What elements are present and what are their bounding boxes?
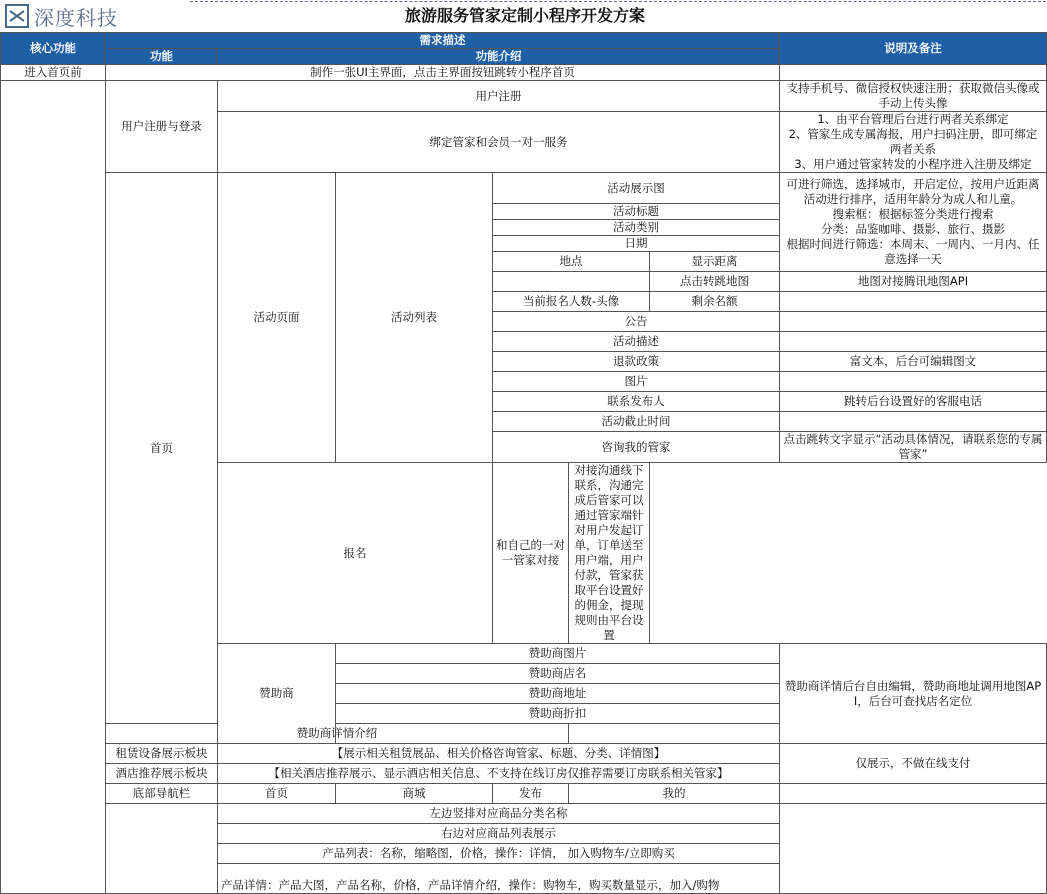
cell-login: 用户注册与登录 <box>106 81 218 173</box>
cell-sponsor-detail: 赞助商详情介绍 <box>106 724 569 744</box>
cell-activity-category: 活动类别 <box>493 220 780 236</box>
cell-home: 首页 <box>106 173 218 724</box>
cell-date: 日期 <box>493 236 780 252</box>
cell-rental-desc: 【展示相关租赁展品、相关价格咨询管家、标题、分类、详情图】 <box>218 744 780 764</box>
header-core-function: 核心功能 <box>1 33 106 65</box>
cell-activity-desc: 活动描述 <box>493 332 780 352</box>
cell-left-category: 左边竖排对应商品分类名称 <box>218 804 780 824</box>
cell-hotel-desc: 【相关酒店推荐展示、显示酒店相关信息、不支持在线订房仅推荐需要订房联系相关管家】 <box>218 764 780 784</box>
cell-contact-note: 跳转后台设置好的客服电话 <box>780 392 1047 412</box>
cell-empty <box>780 292 1047 312</box>
logo <box>0 0 190 32</box>
cell-notice: 公告 <box>493 312 780 332</box>
header-function: 功能 <box>106 49 218 65</box>
plan-table <box>0 32 1047 894</box>
cell-show-only-note: 仅展示，不做在线支付 <box>780 744 1047 784</box>
cell-core-blank <box>1 81 106 894</box>
cell-sponsor-pic: 赞助商图片 <box>336 644 780 664</box>
cell-bind-note: 1、由平台管理后台进行两者关系绑定 2、管家生成专属海报，用户扫码注册，即可绑定两者关系 3、用户通过管家转发的小程序进入注册及绑定 <box>780 112 1047 173</box>
cell-place: 地点 <box>493 252 650 272</box>
cell-activity-page: 活动页面 <box>218 173 336 463</box>
cell-empty <box>780 372 1047 392</box>
cell-map-note: 地图对接腾讯地图API <box>780 272 1047 292</box>
cell-filter-note: 可进行筛选，选择城市，开启定位，按用户近距离活动进行排序，适用年龄分为成人和儿童。 搜索框：根据标签分类进行搜索 分类：品鉴咖啡、摄影、旅行、摄影 根据时间进行筛选：本周末、一周内、一月内、任意选择一天 <box>780 173 1047 272</box>
cell-consult-note: 点击跳转文字显示“活动具体情况，请联系您的专属管家” <box>780 432 1047 463</box>
cell-enrolled: 当前报名人数-头像 <box>493 292 650 312</box>
cell-enter-desc: 制作一张UI主界面，点击主界面按钮跳转小程序首页 <box>106 65 780 81</box>
cell-picture: 图片 <box>493 372 780 392</box>
cell-consult: 咨询我的管家 <box>493 432 780 463</box>
cell-empty <box>780 312 1047 332</box>
cell-empty <box>780 332 1047 352</box>
cell-sponsor-name: 赞助商店名 <box>336 664 780 684</box>
cell-refund-note: 富文本，后台可编辑图文 <box>780 352 1047 372</box>
cell-rental: 租赁设备展示板块 <box>106 744 218 764</box>
cell-remain: 剩余名额 <box>650 292 780 312</box>
cell-enter-home: 进入首页前 <box>1 65 106 81</box>
cell-empty <box>780 412 1047 432</box>
logo-icon <box>4 3 30 29</box>
cell-deadline: 活动截止时间 <box>493 412 780 432</box>
cell-nav-mall: 商城 <box>336 784 493 804</box>
cell-refund: 退款政策 <box>493 352 780 372</box>
cell-signup-desc: 和自己的一对一管家对接 <box>493 463 569 644</box>
header-requirement: 需求描述 <box>106 33 780 49</box>
cell-hotel: 酒店推荐展示板块 <box>106 764 218 784</box>
cell-sponsor-note: 赞助商详情后台自由编辑，赞助商地址调用地图API，后台可查找店名定位 <box>780 644 1047 744</box>
cell-product-list: 产品列表：名称，缩略图，价格，操作：详情， 加入购物车/立即购买 <box>218 844 780 864</box>
cell-empty <box>780 65 1047 81</box>
cell-poster: 活动展示图 <box>493 173 780 204</box>
cell-empty <box>780 784 1047 804</box>
cell-bind: 绑定管家和会员一对一服务 <box>218 112 780 173</box>
cell-activity-title: 活动标题 <box>493 204 780 220</box>
cell-register: 用户注册 <box>218 81 780 112</box>
cell-empty <box>780 804 1047 894</box>
cell-navbar: 底部导航栏 <box>106 784 218 804</box>
cell-empty <box>493 272 650 292</box>
header-notes: 说明及备注 <box>780 33 1047 65</box>
cell-right-list: 右边对应商品列表展示 <box>218 824 780 844</box>
cell-nav-mine: 我的 <box>569 784 780 804</box>
cell-signup-note: 对接沟通线下联系，沟通完成后管家可以通过管家端针对用户发起订单，订单送至用户端，用户付款，管家获取平台设置好的佣金，提现规则由平台设置 <box>569 463 650 644</box>
page-title: 旅游服务管家定制小程序开发方案 <box>404 6 645 25</box>
cell-sponsor-address: 赞助商地址 <box>336 684 780 704</box>
cell-sponsor-discount: 赞助商折扣 <box>336 704 780 724</box>
header-function-intro: 功能介绍 <box>218 49 780 65</box>
cell-sponsor: 赞助商 <box>218 644 336 744</box>
cell-product-detail: 产品详情：产品大图，产品名称，价格，产品详情介绍，操作：购物车，购买数量显示，加入/购物 <box>218 864 780 894</box>
cell-register-note: 支持手机号、微信授权快速注册；获取微信头像或手动上传头像 <box>780 81 1047 112</box>
cell-contact: 联系发布人 <box>493 392 780 412</box>
cell-distance: 显示距离 <box>650 252 780 272</box>
cell-nav-post: 发布 <box>493 784 569 804</box>
cell-nav-home: 首页 <box>218 784 336 804</box>
cell-signup: 报名 <box>218 463 493 644</box>
cell-activity-list: 活动列表 <box>336 173 493 463</box>
cell-mall-blank <box>106 804 218 894</box>
logo-text: 深度科技 <box>34 5 118 30</box>
cell-map-jump: 点击转跳地图 <box>650 272 780 292</box>
